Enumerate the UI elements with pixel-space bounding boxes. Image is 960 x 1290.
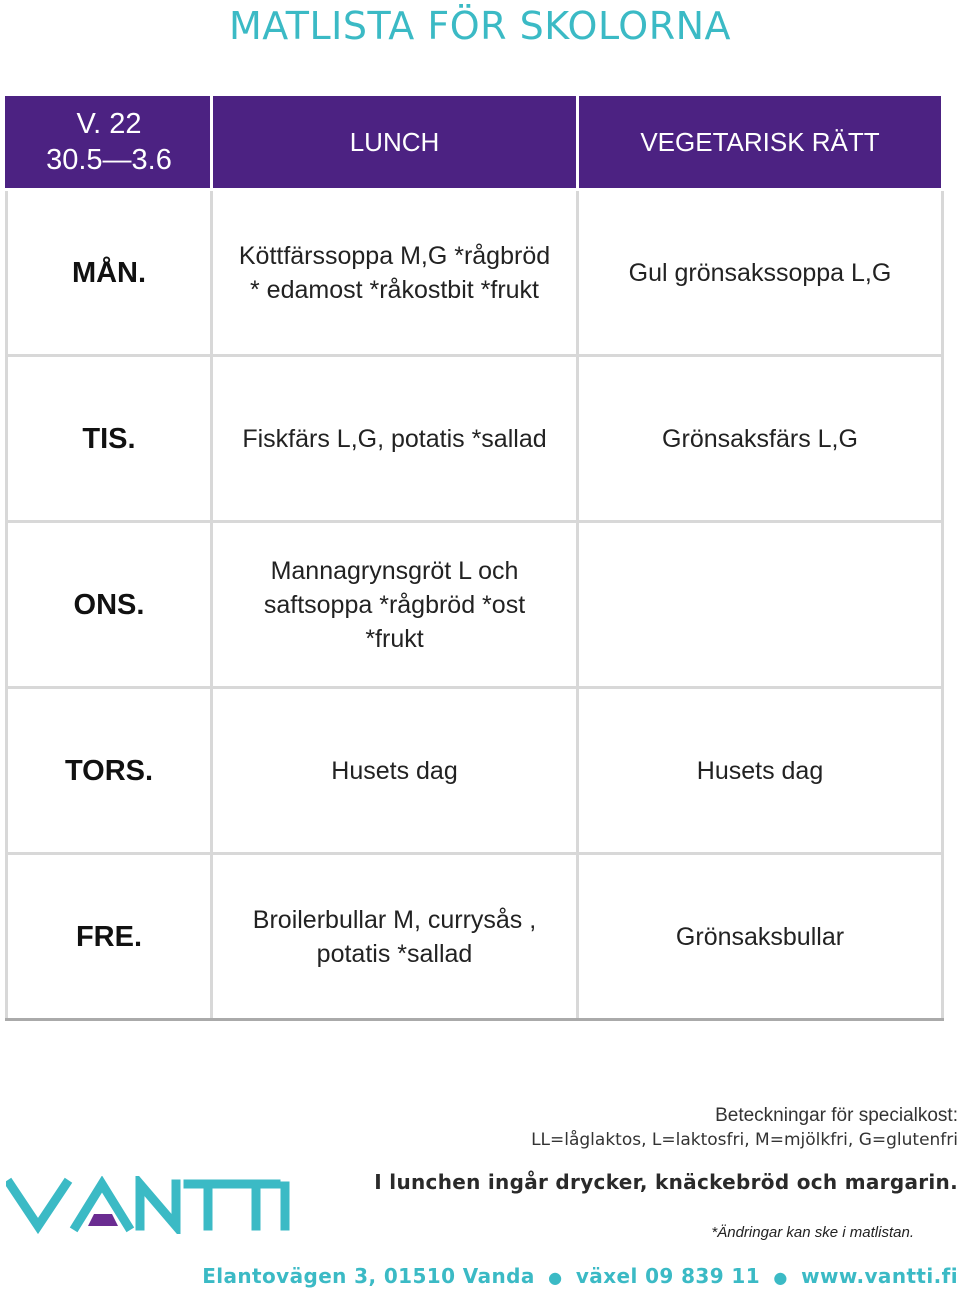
lunch-cell xyxy=(212,522,578,688)
day-label: TORS. xyxy=(7,688,212,854)
menu-table xyxy=(5,93,944,1021)
included-note: I lunchen ingår drycker, knäckebröd och margarin. xyxy=(374,1170,958,1194)
menu-row xyxy=(7,190,943,356)
bullet-icon: ● xyxy=(773,1268,788,1287)
week-dates: 30.5—3.6 xyxy=(46,144,172,176)
lunch-dish-line: Husets dag xyxy=(331,756,458,785)
lunch-dish-line: * edamost *råkostbit *frukt xyxy=(249,275,539,304)
day-label: FRE. xyxy=(7,854,212,1020)
vegetarian-cell xyxy=(578,688,943,854)
day-label: MÅN. xyxy=(7,190,212,356)
day-label: ONS. xyxy=(7,522,212,688)
menu-row xyxy=(7,688,943,854)
lunch-cell xyxy=(212,190,578,356)
vegetarian-dish-line: Grönsaksbullar xyxy=(675,922,845,951)
diet-codes: LL=låglaktos, L=laktosfri, M=mjölkfri, G=glutenfri xyxy=(531,1130,958,1150)
diet-notes-heading: Beteckningar för specialkost: xyxy=(715,1105,958,1126)
vegetarian-dish-line: Husets dag xyxy=(696,756,824,785)
lunch-cell xyxy=(212,854,578,1020)
lunch-dish-line: saftsoppa *rågbröd *ost xyxy=(263,590,526,619)
vegetarian-cell xyxy=(578,190,943,356)
bullet-icon: ● xyxy=(548,1268,563,1287)
menu-row xyxy=(7,522,943,688)
vegetarian-dish-line: Grönsaksfärs L,G xyxy=(662,424,858,453)
lunch-dish-line: Köttfärssoppa M,G *rågbröd xyxy=(238,241,551,270)
header-row xyxy=(7,95,943,190)
footer-phone: växel 09 839 11 xyxy=(575,1264,761,1288)
lunch-dish-line: Broilerbullar M, currysås , xyxy=(252,905,537,934)
lunch-cell xyxy=(212,356,578,522)
week-number: V. 22 xyxy=(76,108,142,140)
diet-notes xyxy=(531,1103,958,1153)
lunch-dish-line: *frukt xyxy=(365,624,424,653)
lunch-header: LUNCH xyxy=(212,95,578,190)
menu-row xyxy=(7,854,943,1020)
day-label: TIS. xyxy=(7,356,212,522)
vegetarian-cell xyxy=(578,854,943,1020)
vegetarian-dish-line: Gul grönsakssoppa L,G xyxy=(628,258,892,287)
lunch-cell xyxy=(212,688,578,854)
week-header xyxy=(7,95,212,190)
vegetarian-cell xyxy=(578,522,943,688)
vantti-logo xyxy=(6,1176,290,1234)
changes-note: *Ändringar kan ske i matlistan. xyxy=(711,1224,914,1241)
vegetarian-header: VEGETARISK RÄTT xyxy=(578,95,943,190)
page-title: MATLISTA FÖR SKOLORNA xyxy=(228,4,732,48)
footer-contact xyxy=(202,1264,958,1288)
lunch-dish-line: Mannagrynsgröt L och xyxy=(270,556,519,585)
lunch-dish-line: potatis *sallad xyxy=(316,939,473,968)
footer-web[interactable]: www.vantti.fi xyxy=(801,1264,958,1288)
vegetarian-cell xyxy=(578,356,943,522)
menu-row xyxy=(7,356,943,522)
lunch-dish-line: Fiskfärs L,G, potatis *sallad xyxy=(242,424,547,453)
footer-address: Elantovägen 3, 01510 Vanda xyxy=(202,1264,535,1288)
